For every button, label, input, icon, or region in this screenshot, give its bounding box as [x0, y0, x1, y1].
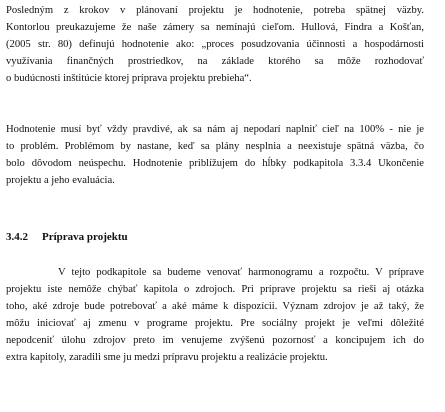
text-line: toho, aké zdroje bude potrebovať a aké máme k dispozícii. Význam zdrojov je až taký, že	[6, 301, 424, 313]
text-line: o budúcnosti inštitúcie ktorej príprava projektu prebieha“.	[6, 73, 252, 85]
section-heading	[6, 231, 128, 243]
text-line: projektu a jeho evaluácia.	[6, 175, 115, 187]
paragraph-project-preparation	[6, 264, 424, 367]
paragraph-evaluation-truth	[6, 121, 424, 189]
text-line	[6, 264, 424, 281]
section-title: Príprava projektu	[42, 231, 128, 243]
text-line: extra kapitoly, zaradili sme ju medzi prípravu projektu a realizácie projektu.	[6, 352, 328, 364]
text-line: Kontorlou preukazujeme že naše zámery sa nemínajú cieľom. Hullová, Findra a Košťan,	[6, 22, 424, 34]
paragraph-evaluation	[6, 2, 424, 87]
text-line: to problém. Problémom by nastane, keď sa plány nesplnia a neexistuje spätná väzba, čo	[6, 141, 424, 153]
text-line: (2005 str. 80) definujú hodnotenie ako: „proces posudzovania účinnosti a hospodárnosti	[6, 39, 424, 51]
text-line: projektu iste nemôže chýbať kapitola o zdrojoch. Pri príprave projektu sa rieši aj otázka	[6, 284, 424, 296]
text-line: využívania finančných prostriedkov, na základe ktorého sa môže rozhodovať	[6, 56, 424, 68]
section-number: 3.4.2	[6, 231, 28, 243]
text-line-content: V tejto podkapitole sa budeme venovať harmonogramu a rozpočtu. V príprave	[58, 267, 424, 278]
text-line: nepodceniť úlohu zdrojov preto im venujeme zvýšenú pozornosť a koncipujem ich do	[6, 335, 424, 347]
text-line: môžu iniciovať aj zmenu v programe projektu. Pre sociálny projekt je veľmi dôležité	[6, 318, 424, 330]
text-line: Posledným z krokov v plánovaní projektu je hodnotenie, potreba spätnej väzby.	[6, 5, 424, 16]
text-line: Hodnotenie musí byť vždy pravdivé, ak sa nám aj nepodarí naplniť cieľ na 100% - nie je	[6, 124, 424, 135]
text-line: bolo dôvodom neúspechu. Hodnotenie priblížujem do hĺbky podkapitola 3.3.4 Ukončenie	[6, 158, 424, 170]
